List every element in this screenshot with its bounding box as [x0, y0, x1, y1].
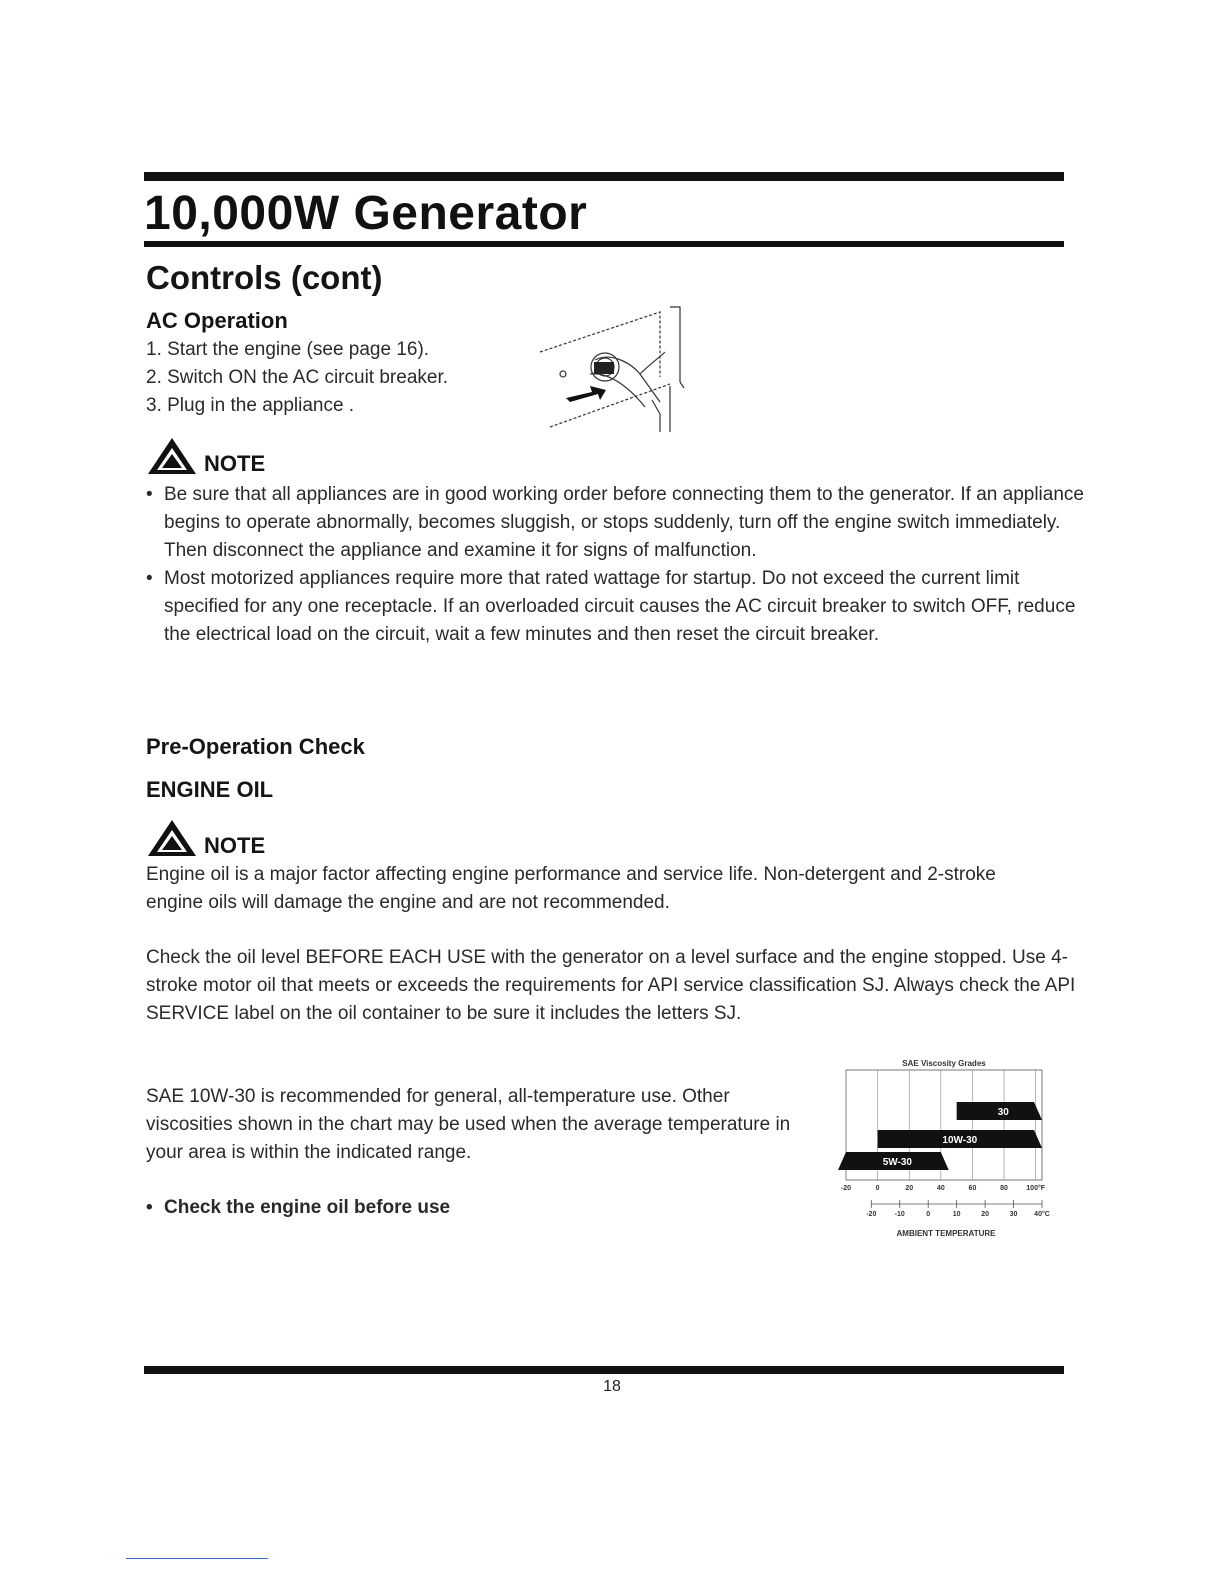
tick-f-6: 100°F: [1026, 1185, 1046, 1192]
ac-operation-steps: [146, 336, 448, 420]
page-number: 18: [603, 1378, 621, 1395]
tick-f-1: 0: [875, 1185, 880, 1192]
viscosity-bar-label-10w-30: 10W-30: [942, 1135, 978, 1146]
note-1-bullet-1: • Be sure that all appliances are in good working order before connecting them to the generator. If an appliance begins to operate abnormally, becomes sluggish, or stops suddenly, turn off the engine switch immediately. Then disconnect the appliance and examine it for signs of malfunction.: [146, 481, 1086, 565]
note-1-bullets: [146, 481, 1086, 649]
tick-f-5: 80: [1000, 1185, 1008, 1192]
chart-ticks-f: [841, 1184, 1046, 1192]
check-oil-bullet: • Check the engine oil before use: [146, 1194, 746, 1222]
viscosity-bar-label-30: 30: [997, 1107, 1009, 1118]
check-oil-bullet-list: [146, 1194, 746, 1222]
viscosity-bar-label-5w-30: 5W-30: [882, 1157, 913, 1168]
note-2: [146, 818, 265, 858]
footer-link-line: [126, 1558, 268, 1559]
tick-c-2: 0: [926, 1211, 931, 1218]
chart-bars: [838, 1102, 1042, 1170]
warning-triangle-icon: [146, 818, 198, 858]
tick-f-3: 40: [936, 1185, 945, 1192]
warning-triangle-icon: [146, 436, 198, 476]
tick-f-4: 60: [968, 1185, 977, 1192]
page-title: 10,000W Generator: [144, 187, 588, 240]
tick-c-4: 20: [981, 1211, 989, 1218]
tick-c-5: 30: [1009, 1211, 1018, 1218]
tick-c-0: -20: [866, 1211, 877, 1218]
tick-c-3: 10: [952, 1211, 961, 1218]
note-1-bullet-2: • Most motorized appliances require more that rated wattage for startup. Do not exceed the current limit specified for any one receptacle. If an overloaded circuit causes the AC circuit breaker to switch OFF, reduce the electrical load on the circuit, wait a few minutes and then reset the circuit breaker.: [146, 565, 1086, 649]
title-rule: [144, 241, 1064, 247]
step-1: 1. Start the engine (see page 16).: [146, 339, 430, 360]
engine-oil-note-text: Engine oil is a major factor affecting engine performance and service life. Non-detergent and 2-stroke engine oils will damage the engine and are not recommended.: [146, 864, 996, 913]
chart-xlabel: AMBIENT TEMPERATURE: [896, 1229, 996, 1238]
chart-title: SAE Viscosity Grades: [902, 1059, 986, 1068]
tick-f-2: 20: [905, 1185, 914, 1192]
tick-c-6: 40°C: [1034, 1211, 1050, 1218]
step-2: 2. Switch ON the AC circuit breaker.: [146, 367, 449, 388]
top-rule: [144, 172, 1064, 181]
tick-c-1: -10: [894, 1211, 905, 1218]
bottom-rule: [144, 1366, 1064, 1374]
note-1-label: NOTE: [204, 451, 266, 476]
pre-operation-heading: Pre-Operation Check: [146, 734, 365, 759]
oil-check-paragraph: Check the oil level BEFORE EACH USE with the generator on a level surface and the engine stopped. Use 4-stroke motor oil that meets or exceeds the requirements for API service classification SJ. Always check the API SERVICE label on the oil container to be sure it includes the letters SJ.: [146, 947, 1076, 1024]
step-3: 3. Plug in the appliance .: [146, 395, 355, 416]
tick-f-0: -20: [840, 1185, 852, 1192]
viscosity-paragraph: SAE 10W-30 is recommended for general, all-temperature use. Other viscosities shown in the chart may be used when the average temperature in your area is within the indicated range.: [146, 1086, 791, 1163]
section-title: Controls (cont): [146, 259, 383, 296]
note-2-label: NOTE: [204, 833, 266, 858]
ac-operation-heading: AC Operation: [146, 308, 288, 333]
engine-oil-heading: ENGINE OIL: [146, 777, 274, 802]
note-1: [146, 436, 265, 476]
plug-illustration: [530, 302, 690, 442]
sae-viscosity-chart: [826, 1052, 1062, 1242]
chart-ticks-c: [866, 1200, 1050, 1218]
